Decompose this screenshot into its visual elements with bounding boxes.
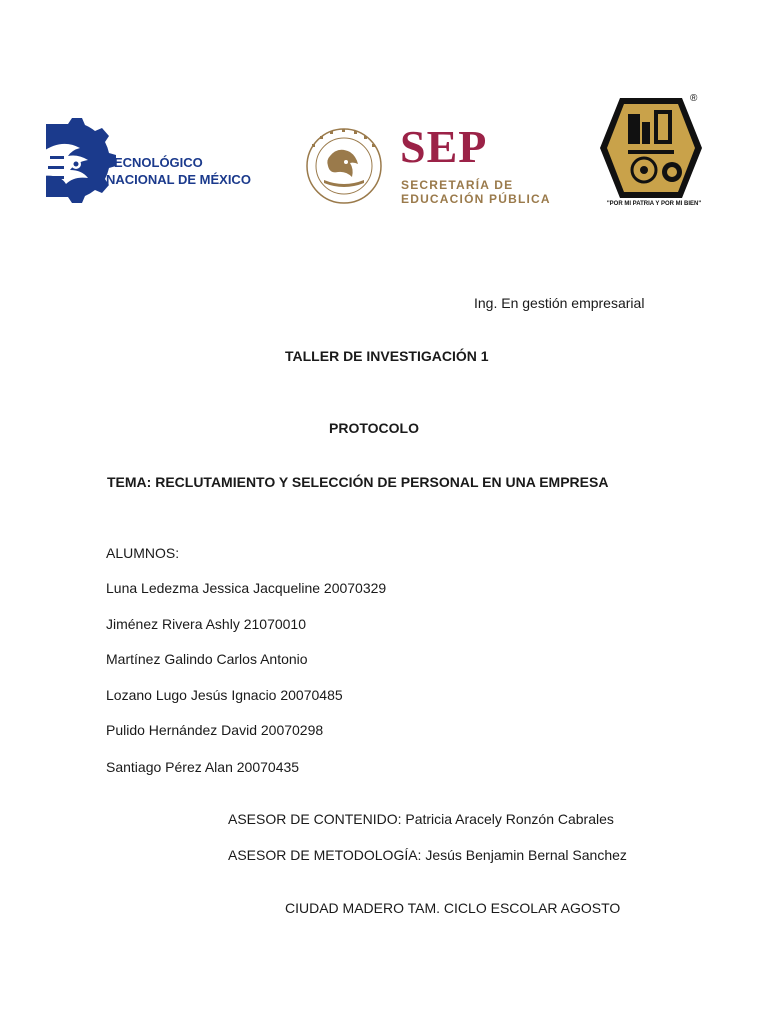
city-school-cycle: CIUDAD MADERO TAM. CICLO ESCOLAR AGOSTO (285, 900, 621, 916)
sep-sub-line1: SECRETARÍA DE (401, 178, 514, 192)
course-title: TALLER DE INVESTIGACIÓN 1 (285, 348, 489, 364)
itcm-shield-logo (598, 94, 708, 214)
sep-subtitle (401, 178, 551, 206)
student-item: Luna Ledezma Jessica Jacqueline 20070329 (106, 580, 387, 596)
methodology-advisor: ASESOR DE METODOLOGÍA: Jesús Benjamin Bernal Sanchez (228, 847, 627, 863)
sep-wordmark: SEP (400, 121, 488, 172)
student-item: Jiménez Rivera Ashly 21070010 (106, 616, 307, 632)
tecnm-line2: NACIONAL DE MÉXICO (106, 172, 251, 187)
document-type: PROTOCOLO (329, 420, 419, 436)
students-label: ALUMNOS: (106, 545, 180, 561)
tecnm-wordmark (106, 154, 251, 188)
itcm-motto: "POR MI PATRIA Y POR MI BIEN" (606, 201, 702, 207)
registered-mark: ® (690, 93, 698, 104)
student-item: Santiago Pérez Alan 20070435 (106, 759, 300, 775)
tecnm-line1: TECNOLÓGICO (106, 155, 203, 170)
mexico-seal-icon (300, 126, 388, 206)
content-advisor: ASESOR DE CONTENIDO: Patricia Aracely Ronzón Cabrales (228, 811, 614, 827)
topic-title: TEMA: RECLUTAMIENTO Y SELECCIÓN DE PERSONAL EN UNA EMPRESA (107, 474, 609, 490)
student-item: Martínez Galindo Carlos Antonio (106, 651, 308, 667)
student-item: Pulido Hernández David 20070298 (106, 722, 324, 738)
career-name: Ing. En gestión empresarial (474, 295, 645, 311)
student-item: Lozano Lugo Jesús Ignacio 20070485 (106, 687, 343, 703)
sep-sub-line2: EDUCACIÓN PÚBLICA (401, 192, 551, 206)
